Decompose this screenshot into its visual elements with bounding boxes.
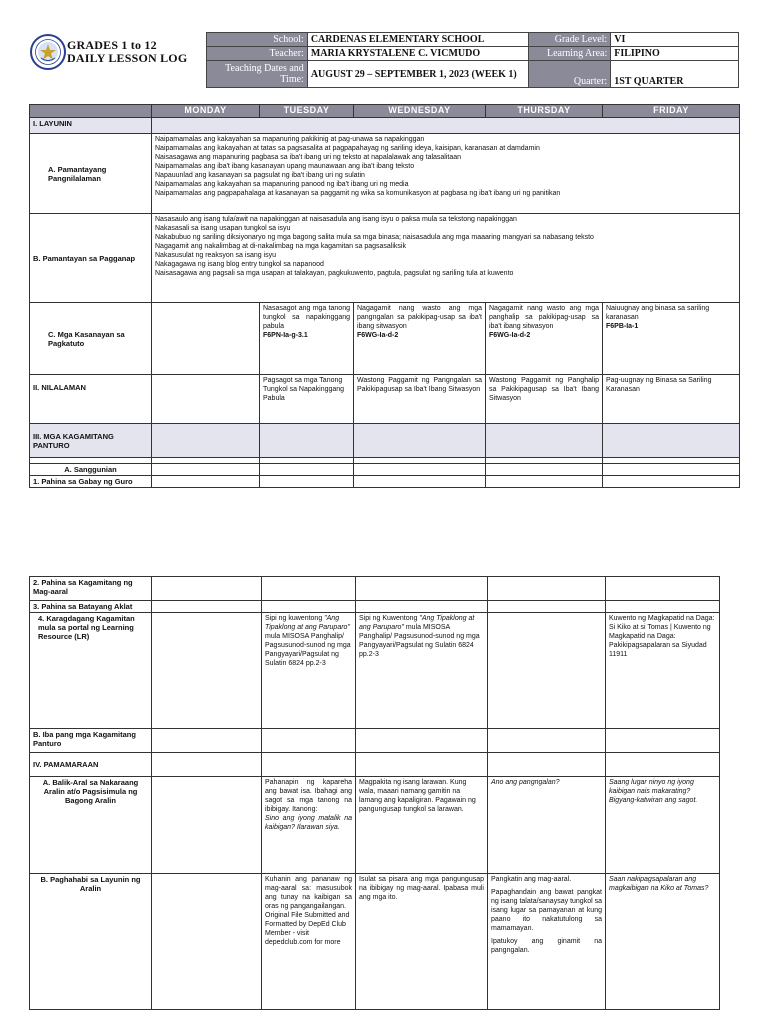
- empty-cell: [356, 753, 488, 777]
- empty-cell: [603, 464, 740, 476]
- karagdagang-tuesday: Sipi ng kuwentong "Ang Tipaklong at ang Paruparo" mula MISOSA Panghalip/ Pagsusunod-sunod ng mga Pangyayari/Pagsulat ng Sulatin 6824 pp.2-3: [262, 613, 356, 729]
- empty-cell: [606, 601, 720, 613]
- teacher-label: Teacher:: [207, 47, 308, 61]
- batayang-label: 3. Pahina sa Batayang Aklat: [30, 601, 152, 613]
- pamantayang-line: Napauunlad ang kasanayan sa pagsulat ng iba't ibang uri ng sulatin: [155, 172, 365, 179]
- pagganap-line: Nakasusulat ng reaksyon sa isang isyu: [155, 252, 277, 259]
- paghahabi-wednesday: Isulat sa pisara ang mga pangungusap na ibibigay ng mag-aaral. Ipabasa muli ang mga ito.: [356, 874, 488, 1010]
- pamantayang-line: Naipamamalas ang kakayahan sa mapanuring panood ng iba't ibang uri ng media: [155, 181, 409, 188]
- kagamitan-fill: [486, 424, 603, 458]
- paghahabi-tuesday: Kuhanin ang pananaw ng mag-aaral sa: masusubok ang tunay na kaibigan sa oras ng pangangailangan. Original File Submitted and Formatted by DepEd Club Member - visit depedclub.com for more: [262, 874, 356, 1010]
- day-header-wednesday: WEDNESDAY: [354, 105, 486, 118]
- lesson-table-part2: [29, 576, 720, 1010]
- grade-label: Grade Level:: [529, 33, 611, 47]
- kagamitan-fill: [603, 424, 740, 458]
- pagganap-line: Nakabubuo ng sariling diksiyonaryo ng mga bagong salita mula sa mga binasa; naisasadula ang mga maaaring mangyari sa nabasang teksto: [155, 234, 594, 241]
- paghahabi-monday: [152, 874, 262, 1010]
- quarter-label: Quarter:: [529, 61, 611, 88]
- empty-cell: [488, 601, 606, 613]
- kasanayan-thursday: Nagagamit nang wasto ang mga panghalip sa pakikipag-usap sa iba't ibang sitwasyon F6WG-Ia-d-2: [486, 303, 603, 375]
- empty-cell: [152, 476, 260, 488]
- balik-aral-tuesday: Pahanapin ng kapareha ang bawat isa. Ibahagi ang sagot sa mga tanong na ibibigay. Itanong: Sino ang iyong matalik na kaibigan? Ilarawan siya.: [262, 777, 356, 874]
- day-header-thursday: THURSDAY: [486, 105, 603, 118]
- pamamaraan-label: IV. PAMAMARAAN: [30, 753, 152, 777]
- nilalaman-wednesday: Wastong Paggamit ng Pangngalan sa Pakikipagusap sa Iba't Ibang Sitwasyon: [354, 375, 486, 424]
- nilalaman-friday: Pag-uugnay ng Binasa sa Sariling Karanasan: [603, 375, 740, 424]
- kasanayan-wednesday: Nagagamit nang wasto ang mga pangngalan sa pakikipag-usap sa iba't ibang sitwasyon F6WG-Ia-d-2: [354, 303, 486, 375]
- pamantayang-line: Naisasagawa ang mapanuring pagbasa sa iba't ibang uri ng teksto at napalalawak ang talasalitaan: [155, 154, 462, 161]
- day-header-monday: MONDAY: [152, 105, 260, 118]
- empty-cell: [260, 476, 354, 488]
- empty-cell: [356, 601, 488, 613]
- pagganap-label: B. Pamantayan sa Pagganap: [30, 214, 152, 303]
- nilalaman-label: II. NILALAMAN: [30, 375, 152, 424]
- kasanayan-tuesday: Nasasagot ang mga tanong tungkol sa napakinggang pabula F6PN-Ia-g-3.1: [260, 303, 354, 375]
- teacher-value: MARIA KRYSTALENE C. VICMUDO: [307, 47, 529, 61]
- school-value: CARDENAS ELEMENTARY SCHOOL: [307, 33, 529, 47]
- document-title: GRADES 1 to 12 DAILY LESSON LOG: [67, 38, 188, 65]
- kasanayan-label: C. Mga Kasanayan sa Pagkatuto: [30, 303, 152, 375]
- balik-aral-friday: Saang lugar ninyo ng iyong kaibigan nais makarating? Bigyang-katwiran ang sagot.: [606, 777, 720, 874]
- empty-cell: [262, 729, 356, 753]
- kasanayan-friday: Naiuugnay ang binasa sa sariling karanasan F6PB-Ia-1: [603, 303, 740, 375]
- empty-cell: [262, 753, 356, 777]
- karagdagang-thursday: [488, 613, 606, 729]
- pamantayang-label: A. Pamantayang Pangnilalaman: [30, 134, 152, 214]
- pamantayang-line: Naipamamalas ang pagpapahalaga at kasanayan sa paggamit ng wika sa komunikasyon at pagbasa ng iba't ibang uri ng panitikan: [155, 190, 561, 197]
- empty-cell: [354, 464, 486, 476]
- iba-pang-label: B. Iba pang mga Kagamitang Panturo: [30, 729, 152, 753]
- empty-cell: [356, 577, 488, 601]
- balik-aral-label: A. Balik-Aral sa Nakaraang Aralin at/o Pagsisimula ng Bagong Aralin: [30, 777, 152, 874]
- lesson-table-part1: [29, 104, 740, 488]
- karagdagang-monday: [152, 613, 262, 729]
- grade-value: VI: [611, 33, 739, 47]
- pagganap-line: Nakagagawa ng isang blog entry tungkol sa napanood: [155, 261, 324, 268]
- pamantayang-line: Naipamamalas ang kakayahan sa mapanuring pakikinig at pag-unawa sa napakinggan: [155, 136, 425, 143]
- balik-aral-thursday: Ano ang pangngalan?: [488, 777, 606, 874]
- empty-cell: [486, 476, 603, 488]
- dates-label: Teaching Dates and Time:: [207, 61, 308, 88]
- quarter-value: 1ST QUARTER: [611, 61, 739, 88]
- empty-cell: [152, 464, 260, 476]
- kasanayan-monday: [152, 303, 260, 375]
- gabay-label: 1. Pahina sa Gabay ng Guro: [30, 476, 152, 488]
- paghahabi-label: B. Paghahabi sa Layunin ng Aralin: [30, 874, 152, 1010]
- info-table: [206, 32, 739, 88]
- nilalaman-thursday: Wastong Paggamit ng Panghalip sa Pakikipagusap sa Iba't Ibang Sitwasyon: [486, 375, 603, 424]
- balik-aral-monday: [152, 777, 262, 874]
- pagganap-line: Nasasaulo ang isang tula/awit na napakinggan at naisasadula ang isang isyu o paksa mula sa tekstong napakinggan: [155, 216, 517, 223]
- empty-cell: [354, 476, 486, 488]
- pamantayang-content: [152, 134, 740, 214]
- empty-cell: [603, 476, 740, 488]
- empty-cell: [486, 464, 603, 476]
- empty-cell: [262, 601, 356, 613]
- pagganap-line: Nakasasali sa isang usapan tungkol sa isyu: [155, 225, 291, 232]
- dates-value: AUGUST 29 – SEPTEMBER 1, 2023 (WEEK 1): [307, 61, 529, 88]
- empty-cell: [606, 577, 720, 601]
- balik-aral-wednesday: Magpakita ng isang larawan. Kung wala, maaari namang gamitin na lamang ang kapaligiran. Pagawain ng pangungusap tungkol sa larawan.: [356, 777, 488, 874]
- empty-cell: [152, 577, 262, 601]
- pamantayang-line: Naipamamalas ang iba't ibang kasanayan upang maunawaan ang iba't ibang teksto: [155, 163, 415, 170]
- day-header-friday: FRIDAY: [603, 105, 740, 118]
- empty-cell: [606, 729, 720, 753]
- kagamitan-fill: [354, 424, 486, 458]
- layunin-row-fill: [152, 118, 740, 134]
- empty-cell: [488, 753, 606, 777]
- day-header-tuesday: TUESDAY: [260, 105, 354, 118]
- learning-area-label: Learning Area:: [529, 47, 611, 61]
- pagganap-content: [152, 214, 740, 303]
- nilalaman-tuesday: Pagsagot sa mga Tanong Tungkol sa Napakinggang Pabula: [260, 375, 354, 424]
- karagdagang-friday: Kuwento ng Magkapatid na Daga: Si Kiko at si Tomas | Kuwento ng Magkapatid na Daga: Pakikipagsapalaran sa Siyudad 11911: [606, 613, 720, 729]
- kagamitan-fill: [260, 424, 354, 458]
- pagganap-line: Nagagamit ang nakalimbag at di-nakalimbag na mga kagamitan sa pagsasaliksik: [155, 243, 406, 250]
- pamantayang-line: Naipamamalas ang kakayahan at tatas sa pagsasalita at pagpapahayag ng sariling ideya, kaisipan, karanasan at damdamin: [155, 145, 540, 152]
- karagdagang-wednesday: Sipi ng Kuwentong "Ang Tipaklong at ang Paruparo" mula MISOSA Panghalip/ Pagsusunod-sunod ng mga Pangyayari/Pagsulat ng Sulatin 6824 pp.2-3: [356, 613, 488, 729]
- pagganap-line: Naisasagawa ang pagsali sa mga usapan at talakayan, pagkukuwento, pagtula, pagsulat ng sariling tula at kuwento: [155, 270, 514, 277]
- empty-cell: [356, 729, 488, 753]
- paghahabi-friday: Saan nakipagsapalaran ang magkaibigan na Kiko at Tomas?: [606, 874, 720, 1010]
- empty-cell: [152, 729, 262, 753]
- day-header-blank: [30, 105, 152, 118]
- empty-cell: [488, 729, 606, 753]
- sanggunian-label: A. Sanggunian: [30, 464, 152, 476]
- empty-cell: [262, 577, 356, 601]
- kagamitan-magaaral-label: 2. Pahina sa Kagamitang ng Mag-aaral: [30, 577, 152, 601]
- empty-cell: [260, 464, 354, 476]
- learning-area-value: FILIPINO: [611, 47, 739, 61]
- empty-cell: [606, 753, 720, 777]
- deped-seal-icon: [30, 34, 66, 70]
- paghahabi-thursday: Pangkatin ang mag-aaral. Papaghandain ang bawat pangkat ng isang talata/sanaysay tungkol sa isang lugar sa pamayanan at kung paano ito nakatutulong sa mamamayan. Ipatukoy ang ginamit na pangngalan.: [488, 874, 606, 1010]
- karagdagang-label: 4. Karagdagang Kagamitan mula sa portal ng Learning Resource (LR): [30, 613, 152, 729]
- empty-cell: [152, 753, 262, 777]
- kagamitan-fill: [152, 424, 260, 458]
- kagamitan-label: III. MGA KAGAMITANG PANTURO: [30, 424, 152, 458]
- school-label: School:: [207, 33, 308, 47]
- nilalaman-monday: [152, 375, 260, 424]
- empty-cell: [488, 577, 606, 601]
- empty-cell: [152, 601, 262, 613]
- section-layunin: I. LAYUNIN: [30, 118, 152, 134]
